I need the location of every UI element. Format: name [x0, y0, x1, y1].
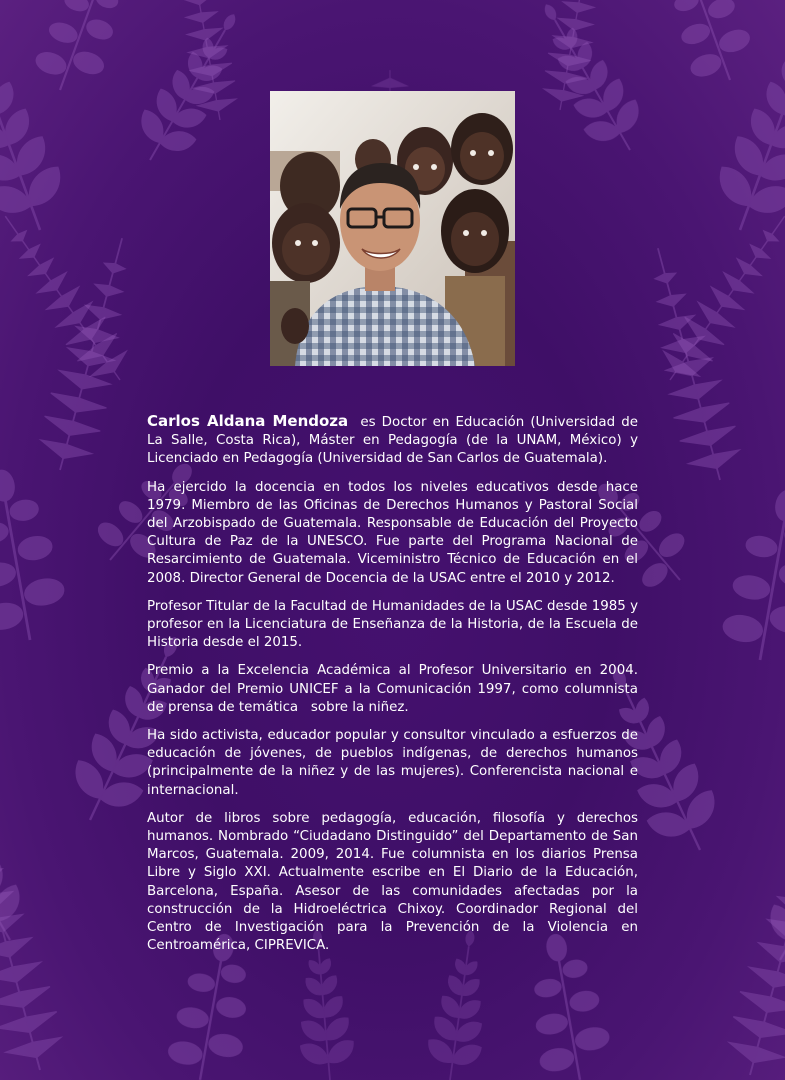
bio-intro-text: es Doctor en Educación (Universidad de La Salle, Costa Rica), Máster en Pedagogía (de la UNAM, México) y Licenciado en Pedagogía (Universidad de San Carlos de Guatemala). [147, 415, 643, 467]
author-name: Carlos Aldana Mendoza [147, 412, 349, 430]
author-biography [147, 412, 643, 965]
bio-paragraph-publications: Autor de libros sobre pedagogía, educación, filosofía y derechos humanos. Nombrado “Ciudadano Distinguido” del Departamento de San Marcos, Guatemala. 2009, 2014. Fue columnista en los diarios Prensa Libre y Siglo XXI. Actualmente escribe en El Diario de la Educación, Barcelona, España. Asesor de las comunidades afectadas por la construcción de la Hidroeléctrica Chixoy. Coordinador Regional del Centro de Investigación para la Prevención de la Violencia en Centroamérica, CIPREVICA. [147, 810, 638, 954]
author-photo [270, 91, 515, 366]
bio-intro-paragraph [147, 412, 643, 469]
bio-paragraph-professorship: Profesor Titular de la Facultad de Humanidades de la USAC desde 1985 y profesor en la Licenciatura de Enseñanza de la Historia, de la Escuela de Historia desde el 2015. [147, 598, 638, 651]
bio-paragraph-activism: Ha sido activista, educador popular y consultor vinculado a esfuerzos de educación de jóvenes, de pueblos indígenas, de derechos humanos (principalmente de la niñez y de las mujeres). Conferencista nacional e internacional. [147, 728, 638, 798]
bio-paragraph-awards: Premio a la Excelencia Académica al Profesor Universitario en 2004. Ganador del Premio UNICEF a la Comunicación 1997, como columnista de prensa de temática sobre la niñez. [147, 663, 643, 715]
bio-paragraph-career: Ha ejercido la docencia en todos los niveles educativos desde hace 1979. Miembro de las Oficinas de Derechos Humanos y Pastoral Social del Arzobispado de Guatemala. Responsable de Educación del Proyecto Cultura de Paz de la UNESCO. Fue parte del Programa Nacional de Resarcimiento de Guatemala. Viceministro Técnico de Educación en el 2008. Director General de Docencia de la USAC entre el 2010 y 2012. [147, 479, 638, 586]
